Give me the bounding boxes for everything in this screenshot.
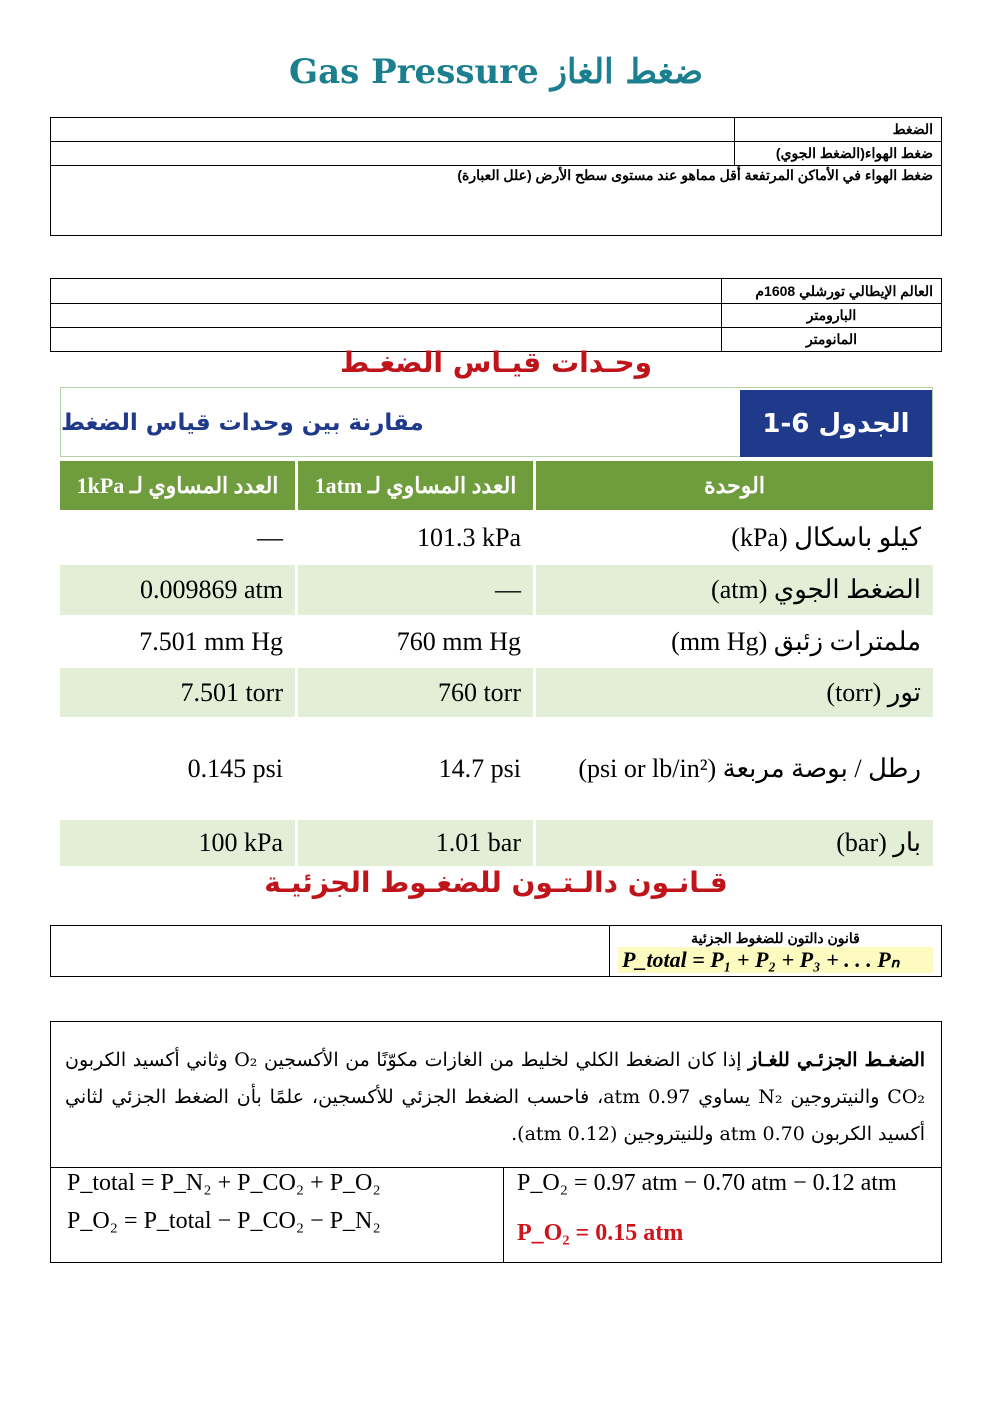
units-table-title: مقارنة بين وحدات قياس الضغط xyxy=(61,410,424,436)
equation-rearranged: P_O₂ = P_total − P_CO₂ − P_N₂ xyxy=(67,1208,381,1234)
dalton-heading: قـانـون دالـتـون للضغـوط الجزئيـة xyxy=(264,866,728,899)
table-row xyxy=(60,820,933,866)
cell-unit: رطل / بوصة مربعة (psi or lb/in²) xyxy=(536,720,933,817)
table-row xyxy=(60,512,933,563)
problem-body: إذا كان الضغط الكلي لخليط من الغازات مكوّنًا من الأكسجين O₂ وثاني أكسيد الكربون CO₂ والنيتروجين N₂ يساوي 0.97 atm، فاحسب الضغط الجزئي للأكسجين، علمًا بأن الضغط الجزئي لثاني أكسيد الكربون 0.70 atm وللنيتروجين (0.12 atm). xyxy=(65,1049,926,1145)
cell-atm: 1.01 bar xyxy=(298,820,533,866)
solution-answer: P_O₂ = 0.15 atm xyxy=(517,1220,684,1246)
equation-total: P_total = P_N₂ + P_CO₂ + P_O₂ xyxy=(67,1170,381,1196)
cell-unit: ملمترات زئبق (mm Hg) xyxy=(536,617,933,666)
answer-cell[interactable] xyxy=(51,142,735,166)
definitions-table xyxy=(50,117,942,236)
cell-kpa: 7.501 mm Hg xyxy=(60,617,295,666)
cell-kpa: 7.501 torr xyxy=(60,668,295,717)
cell-kpa: 0.009869 atm xyxy=(60,565,295,615)
term-air-pressure: ضغط الهواء(الضغط الجوي) xyxy=(735,142,942,166)
problem-text xyxy=(65,1042,925,1153)
solution-step: P_O₂ = 0.97 atm − 0.70 atm − 0.12 atm xyxy=(517,1170,897,1196)
term-torricelli: العالم الإيطالي تورشلي 1608م xyxy=(722,279,942,304)
col-header-atm: العدد المساوي لـ 1atm xyxy=(298,461,533,510)
cell-unit: الضغط الجوي (atm) xyxy=(536,565,933,615)
problem-lead: الضغـط الجزئـي للغـاز xyxy=(748,1049,925,1071)
answer-cell[interactable] xyxy=(51,926,610,977)
page-title: Gas Pressure ضغط الغاز xyxy=(289,52,703,92)
cell-atm: — xyxy=(298,565,533,615)
dalton-formula: P_total = P₁ + P₂ + P₃ + . . . Pₙ xyxy=(618,947,933,973)
problem-box xyxy=(50,1021,942,1263)
divider xyxy=(503,1167,504,1263)
cell-unit: تور (torr) xyxy=(536,668,933,717)
table-row xyxy=(60,668,933,717)
answer-cell[interactable] xyxy=(51,279,722,304)
answer-cell[interactable] xyxy=(51,118,735,142)
term-manometer: المانومتر xyxy=(722,328,942,352)
table-row xyxy=(60,565,933,615)
cell-kpa: 0.145 psi xyxy=(60,720,295,817)
units-table-header xyxy=(60,387,933,457)
instruments-table xyxy=(50,278,942,352)
answer-cell[interactable] xyxy=(51,304,722,328)
table-row xyxy=(60,617,933,666)
cell-kpa: 100 kPa xyxy=(60,820,295,866)
term-pressure: الضغط xyxy=(735,118,942,142)
units-table-number: الجدول 6-1 xyxy=(740,390,932,457)
cell-atm: 101.3 kPa xyxy=(298,512,533,563)
term-barometer: البارومتر xyxy=(722,304,942,328)
dalton-table xyxy=(50,925,942,977)
cell-unit: بار (bar) xyxy=(536,820,933,866)
divider xyxy=(51,1167,941,1168)
units-table xyxy=(60,387,933,866)
cell-atm: 760 mm Hg xyxy=(298,617,533,666)
question-altitude: ضغط الهواء في الأماكن المرتفعة أقل مماهو عند مستوى سطح الأرض (علل العبارة) xyxy=(51,166,942,236)
cell-atm: 14.7 psi xyxy=(298,720,533,817)
col-header-kpa: العدد المساوي لـ 1kPa xyxy=(60,461,295,510)
col-header-unit: الوحدة xyxy=(536,461,933,510)
units-header-row xyxy=(60,461,933,510)
cell-kpa: — xyxy=(60,512,295,563)
cell-unit: كيلو باسكال (kPa) xyxy=(536,512,933,563)
dalton-label: قانون دالتون للضغوط الجزئية xyxy=(691,929,860,946)
cell-atm: 760 torr xyxy=(298,668,533,717)
units-heading: وحـدات قيـاس الضغـط xyxy=(339,346,653,379)
table-row xyxy=(60,720,933,817)
